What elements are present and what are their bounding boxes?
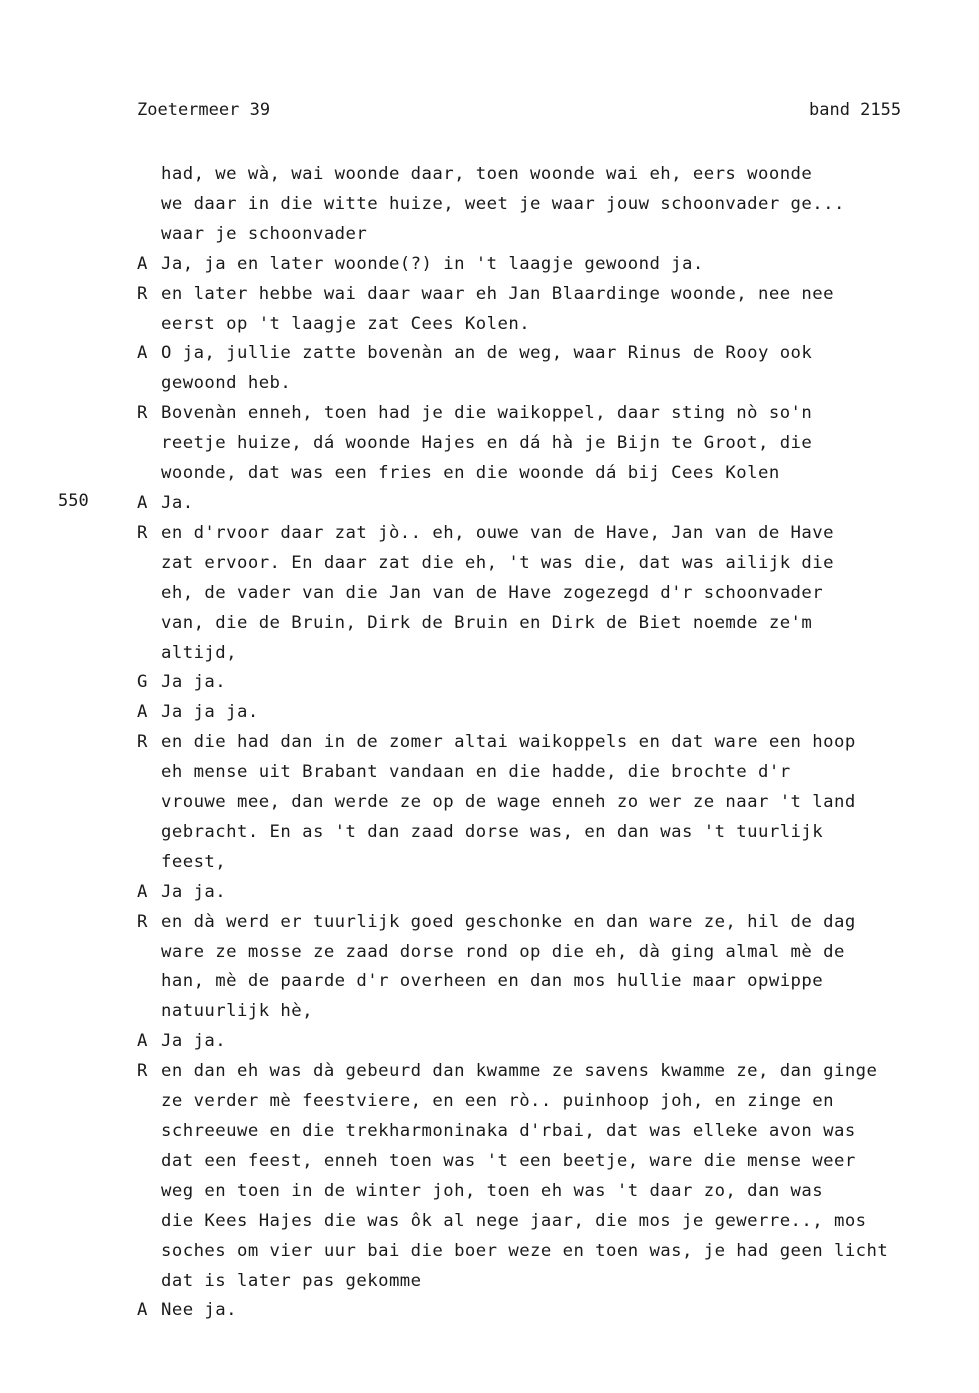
utterance-line: we daar in die witte huize, weet je waar jouw schoonvader ge... — [161, 193, 845, 214]
speaker-label — [137, 160, 161, 250]
utterance — [161, 250, 704, 280]
utterance-line: dat is later pas gekomme — [161, 1270, 422, 1291]
utterance-line: en dan eh was dà gebeurd dan kwamme ze savens kwamme ze, dan ginge — [161, 1061, 878, 1082]
speaker-label: R — [137, 1061, 148, 1082]
speaker-label: A — [137, 343, 148, 364]
utterance-line: schreeuwe en die trekharmoninaka d'rbai, dat was elleke avon was — [161, 1121, 856, 1141]
utterance-line: Bovenàn enneh, toen had je die waikoppel, daar sting nò so'n — [161, 403, 813, 424]
utterance-line: reetje huize, dá woonde Hajes en dá hà je Bijn te Groot, die — [161, 433, 813, 454]
utterance-line: eh, de vader van die Jan van de Have zogezegd d'r schoonvader — [161, 582, 824, 603]
utterance-line: gebracht. En as 't dan zaad dorse was, en dan was 't tuurlijk — [161, 821, 824, 842]
speaker-label: R — [137, 911, 148, 932]
speaker-label: R — [137, 522, 148, 543]
utterance — [161, 489, 194, 519]
utterance-line: woonde, dat was een fries en die woonde dá bij Cees Kolen — [161, 463, 780, 484]
utterance-line: ware ze mosse ze zaad dorse rond op die eh, dà ging almal mè de — [161, 941, 845, 962]
transcript-turn — [137, 698, 979, 728]
utterance-line: han, mè de paarde d'r overheen en dan mos hullie maar opwippe — [161, 971, 824, 992]
speaker-label: A — [137, 1031, 148, 1052]
utterance — [161, 1027, 226, 1057]
utterance-line: zat ervoor. En daar zat die eh, 't was die, dat was ailijk die — [161, 552, 834, 573]
transcript-turn — [137, 728, 979, 878]
utterance-line: had, we wà, wai woonde daar, toen woonde wai eh, eers woonde — [161, 164, 813, 184]
transcript-turn — [137, 160, 979, 250]
utterance-line: Ja. — [161, 492, 194, 513]
transcript-turn — [137, 908, 979, 1028]
utterance-line: gewoond heb. — [161, 373, 292, 394]
utterance-line: feest, — [161, 851, 227, 872]
utterance-line: Ja ja ja. — [161, 702, 259, 723]
utterance-line: ze verder mè feestviere, en een rò.. puinhoop joh, en zinge en — [161, 1091, 834, 1112]
utterance — [161, 519, 834, 669]
speaker-label: R — [137, 732, 148, 753]
utterance-line: en d'rvoor daar zat jò.. eh, ouwe van de Have, Jan van de Have — [161, 522, 834, 543]
utterance-line: soches om vier uur bai die boer weze en toen was, je had geen licht — [161, 1240, 889, 1261]
utterance-line: Nee ja. — [161, 1300, 237, 1321]
transcript-turn — [137, 519, 979, 669]
transcript-turn — [137, 399, 979, 489]
speaker-label: A — [137, 492, 148, 513]
speaker-label: A — [137, 253, 148, 274]
utterance-line: Ja, ja en later woonde(?) in 't laagje gewoond ja. — [161, 253, 704, 274]
utterance-line: weg en toen in de winter joh, toen eh was 't daar zo, dan was — [161, 1180, 824, 1201]
utterance — [161, 1296, 237, 1326]
utterance-line: vrouwe mee, dan werde ze op de wage enneh zo wer ze naar 't land — [161, 792, 856, 813]
transcript-turn — [137, 339, 979, 399]
utterance-line: eerst op 't laagje zat Cees Kolen. — [161, 313, 531, 334]
utterance-line: van, die de Bruin, Dirk de Bruin en Dirk de Biet noemde ze'm — [161, 612, 813, 633]
transcript-turn — [137, 489, 979, 519]
utterance — [161, 878, 226, 908]
transcript-turn — [137, 250, 979, 280]
speaker-label: R — [137, 403, 148, 424]
utterance — [161, 698, 259, 728]
utterance — [161, 1057, 888, 1296]
utterance — [161, 280, 834, 340]
utterance-line: eh mense uit Brabant vandaan en die hadde, die brochte d'r — [161, 762, 791, 783]
utterance — [161, 668, 226, 698]
utterance-line: en die had dan in de zomer altai waikoppels en dat ware een hoop — [161, 732, 856, 753]
transcript-body — [137, 160, 979, 1326]
speaker-label: A — [137, 1300, 148, 1321]
speaker-label: G — [137, 672, 148, 693]
transcript-turn — [137, 1057, 979, 1296]
utterance-line: Ja ja. — [161, 881, 227, 902]
utterance-line: en dà werd er tuurlijk goed geschonke en dan ware ze, hil de dag — [161, 911, 856, 932]
utterance — [161, 160, 845, 250]
utterance-line: natuurlijk hè, — [161, 1001, 313, 1022]
transcript-turn — [137, 280, 979, 340]
utterance-line: Ja ja. — [161, 672, 227, 693]
transcript-turn — [137, 1296, 979, 1326]
utterance — [161, 908, 856, 1028]
utterance-line: O ja, jullie zatte bovenàn an de weg, waar Rinus de Rooy ook — [161, 343, 813, 364]
utterance-line: Ja ja. — [161, 1031, 227, 1052]
header-tape-number: band 2155 — [809, 100, 902, 120]
speaker-label: A — [137, 702, 148, 723]
speaker-label: A — [137, 881, 148, 902]
utterance-line: altijd, — [161, 642, 237, 663]
utterance-line: en later hebbe wai daar waar eh Jan Blaardinge woonde, nee nee — [161, 283, 834, 304]
header-location: Zoetermeer 39 — [137, 100, 271, 120]
utterance-line: dat een feest, enneh toen was 't een beetje, ware die mense weer — [161, 1150, 856, 1171]
speaker-label: R — [137, 283, 148, 304]
utterance — [161, 339, 812, 399]
utterance — [161, 728, 856, 878]
transcript-turn — [137, 668, 979, 698]
utterance — [161, 399, 812, 489]
transcript-turn — [137, 1027, 979, 1057]
utterance-line: die Kees Hajes die was ôk al nege jaar, die mos je gewerre.., mos — [161, 1210, 867, 1231]
margin-counter: 550 — [58, 491, 89, 511]
transcript-turn — [137, 878, 979, 908]
utterance-line: waar je schoonvader — [161, 223, 368, 244]
